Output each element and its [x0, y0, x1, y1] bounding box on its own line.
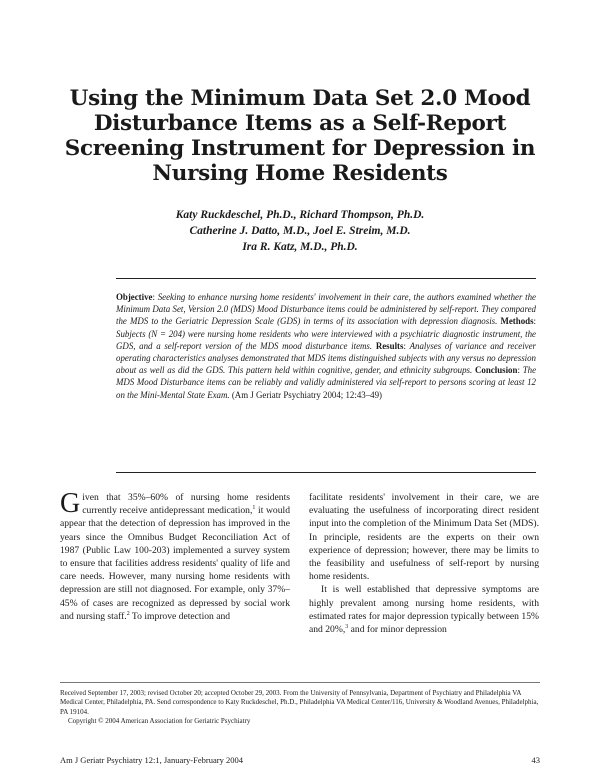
body-text: To improve detection and [129, 610, 231, 622]
abstract: Objective: Seeking to enhance nursing home residents' involvement in their care, the authors examined whether the Minimum Data Set, Version 2.0 (MDS) Mood Disturbance items could be administered by self-report. They compared the MDS to the Geriatric Depression Scale (GDS) in terms of its association with depression diagnosis. Methods: Subjects (N = 204) were nursing home residents who were interviewed with a psychiatric diagnostic instrument, the GDS, and a self-report version of the MDS mood disturbance items. Results: Analyses of variance and receiver operating characteristics analyses demonstrated that MDS items distinguished subjects with any versus no depression about as well as did the GDS. This pattern held within cognitive, gender, and ethnicity subgroups. Conclusion: The MDS Mood Disturbance items can be reliably and validly administered via self-report to persons scoring at least 12 on the Mini-Mental State Exam. (Am J Geriatr Psychiatry 2004; 12:43–49) [116, 292, 537, 400]
page-number: 43 [531, 755, 540, 765]
methods-label: Methods [500, 316, 534, 327]
copyright-note: Copyright © 2004 American Association for Geriatric Psychiatry [68, 717, 251, 726]
body-paragraph: facilitate residents' involvement in their care, we are evaluating the usefulness of incorporating direct resident input into the completion of the Minimum Data Set (MDS). In principle, residents are the experts on their own experience of depression; however, there may be limits to the feasibility and usefulness of self-report by nursing home residents. [309, 492, 539, 583]
conclusion-text: The MDS Mood Disturbance items can be reliably and validly administered via self-report to persons scoring at least 12 on the Mini-Mental State Exam. [116, 365, 537, 400]
title-line: Nursing Home Residents [152, 161, 448, 186]
title-line: Using the Minimum Data Set 2.0 Mood [69, 86, 531, 111]
article-title [60, 86, 540, 186]
body-text: It is well established that depressive symptoms are highly prevalent among nursing home residents, with estimated rates for major depression typically between 15% and 20%, [309, 584, 539, 636]
received-note: Received September 17, 2003; revised October 20; accepted October 29, 2003. From the University of Pennsylvania, Department of Psychiatry and Philadelphia VA Medical Center, Philadelphia, PA. Send correspondence to Katy Ruckdeschel, Ph.D., Philadelphia VA Medical Center/116, University & Woodland Avenues, Philadelphia, PA 19104. [60, 689, 539, 716]
reference-marker: 3 [345, 623, 349, 630]
body-paragraph [60, 488, 290, 623]
body-column-left [60, 488, 290, 623]
author-list [60, 207, 540, 255]
results-text: Analyses of variance and receiver operating characteristics analyses demonstrated that MDS items distinguished subjects with any versus no depression about as well as did the GDS. This pattern held within cognitive, gender, and ethnicity subgroups. [116, 340, 536, 376]
methods-text: Subjects (N = 204) were nursing home residents who were interviewed with a psychiatric diagnostic instrument, the GDS, and a self-report version of the MDS mood disturbance items. [116, 328, 536, 351]
drop-cap: G [60, 488, 81, 519]
footnote-rule [60, 682, 540, 683]
author-line: Ira R. Katz, M.D., Ph.D. [242, 241, 358, 253]
conclusion-label: Conclusion [475, 365, 518, 376]
abstract-bottom-rule [116, 472, 536, 473]
title-line: Screening Instrument for Depression in [64, 136, 536, 161]
journal-citation: Am J Geriatr Psychiatry 12:1, January-February 2004 [60, 755, 243, 765]
body-text: and for minor depression [348, 624, 447, 636]
objective-text: Seeking to enhance nursing home residents' involvement in their care, the authors examined whether the Minimum Data Set, Version 2.0 (MDS) Mood Disturbance items could be administered by self-report. They compared the MDS to the Geriatric Depression Scale (GDS) in terms of its association with depression diagnosis. [116, 292, 536, 327]
results-label: Results [375, 340, 404, 351]
title-line: Disturbance Items as a Self-Report [93, 111, 507, 136]
author-line: Katy Ruckdeschel, Ph.D., Richard Thompson, Ph.D. [175, 209, 425, 221]
citation: (Am J Geriatr Psychiatry 2004; 12:43–49) [231, 389, 382, 400]
abstract-top-rule [116, 278, 536, 279]
footnote [60, 689, 540, 727]
body-text: it would appear that the detection of depression has improved in the years since the Omnibus Budget Reconciliation Act of 1987 (Public Law 100-203) implemented a survey system to ensure that facilities address residents' quality of life and care needs. However, many nursing home residents with depression are still not diagnosed. For example, only 37%–45% of cases are recognized as depressed by social work and nursing staff. [60, 505, 290, 622]
objective-label: Objective [116, 292, 153, 302]
author-line: Catherine J. Datto, M.D., Joel E. Streim, M.D. [189, 225, 411, 237]
reference-marker: 2 [126, 610, 130, 617]
body-paragraph [309, 583, 539, 636]
body-text: iven that 35%–60% of nursing home residents currently receive antidepressant medication, [82, 492, 290, 517]
reference-marker: 1 [252, 505, 256, 512]
body-column-right [309, 491, 539, 636]
